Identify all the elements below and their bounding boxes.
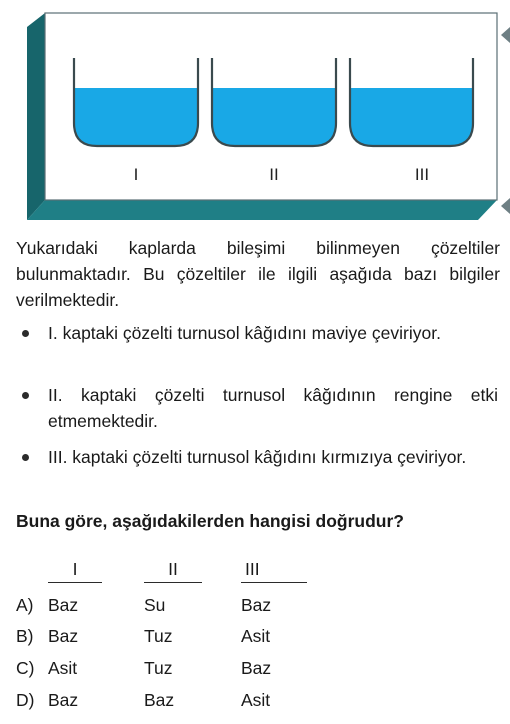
beaker-3-label: III [414,165,430,184]
option-value-1: Baz [48,595,79,615]
beaker-1-liquid [74,88,198,146]
info-item-3-text: III. kaptaki çözelti turnusol kâğıdını kırmızıya çeviriyor. [48,447,467,467]
column-header-1-rule [48,582,102,583]
option-value-1: Asit [48,658,78,678]
option-value-2: Tuz [144,658,173,678]
info-item-1-text: I. kaptaki çözelti turnusol kâğıdını maviye çeviriyor. [48,323,441,343]
option-value-2: Su [144,595,166,615]
option-letter: D) [16,690,35,710]
option-b[interactable] [16,621,496,651]
option-letter: A) [16,595,34,615]
option-value-3: Asit [241,626,271,646]
beaker-3-liquid [350,88,473,146]
info-item-3 [48,444,498,470]
beaker-2-liquid [212,88,336,146]
intro-paragraph: Yukarıdaki kaplarda bileşimi bilinmeyen çözeltiler bulunmaktadır. Bu çözeltiler ile ilgili aşağıda bazı bilgiler verilmektedir. [16,238,500,310]
bullet-icon [22,330,29,337]
option-a[interactable] [16,590,496,620]
beaker-1-label: I [133,165,139,184]
option-d[interactable] [16,685,496,715]
corner-mark-bottom [501,198,510,214]
bullet-icon [22,392,29,399]
column-header-3: III [245,559,260,579]
option-c[interactable] [16,653,496,683]
info-item-2 [48,382,498,434]
frame-shadow [27,13,45,220]
option-value-2: Baz [144,690,175,710]
column-header-2: II [168,559,178,579]
question-text: Buna göre, aşağıdakilerden hangisi doğrudur? [16,511,404,531]
beakers-figure [0,0,510,225]
column-header-1: I [72,559,78,579]
info-item-1 [48,320,498,346]
option-value-1: Baz [48,690,79,710]
corner-mark-top [501,27,510,43]
column-header-3-rule [241,582,307,583]
option-letter: B) [16,626,34,646]
bullet-icon [22,454,29,461]
option-value-3: Asit [241,690,271,710]
option-value-3: Baz [241,595,272,615]
option-value-3: Baz [241,658,272,678]
beaker-2-label: II [269,165,279,184]
option-value-2: Tuz [144,626,173,646]
option-letter: C) [16,658,35,678]
column-header-2-rule [144,582,202,583]
frame-shadow-bottom [27,200,497,220]
option-value-1: Baz [48,626,79,646]
info-item-2-text: II. kaptaki çözelti turnusol kâğıdının rengine etki etmemektedir. [48,385,498,431]
